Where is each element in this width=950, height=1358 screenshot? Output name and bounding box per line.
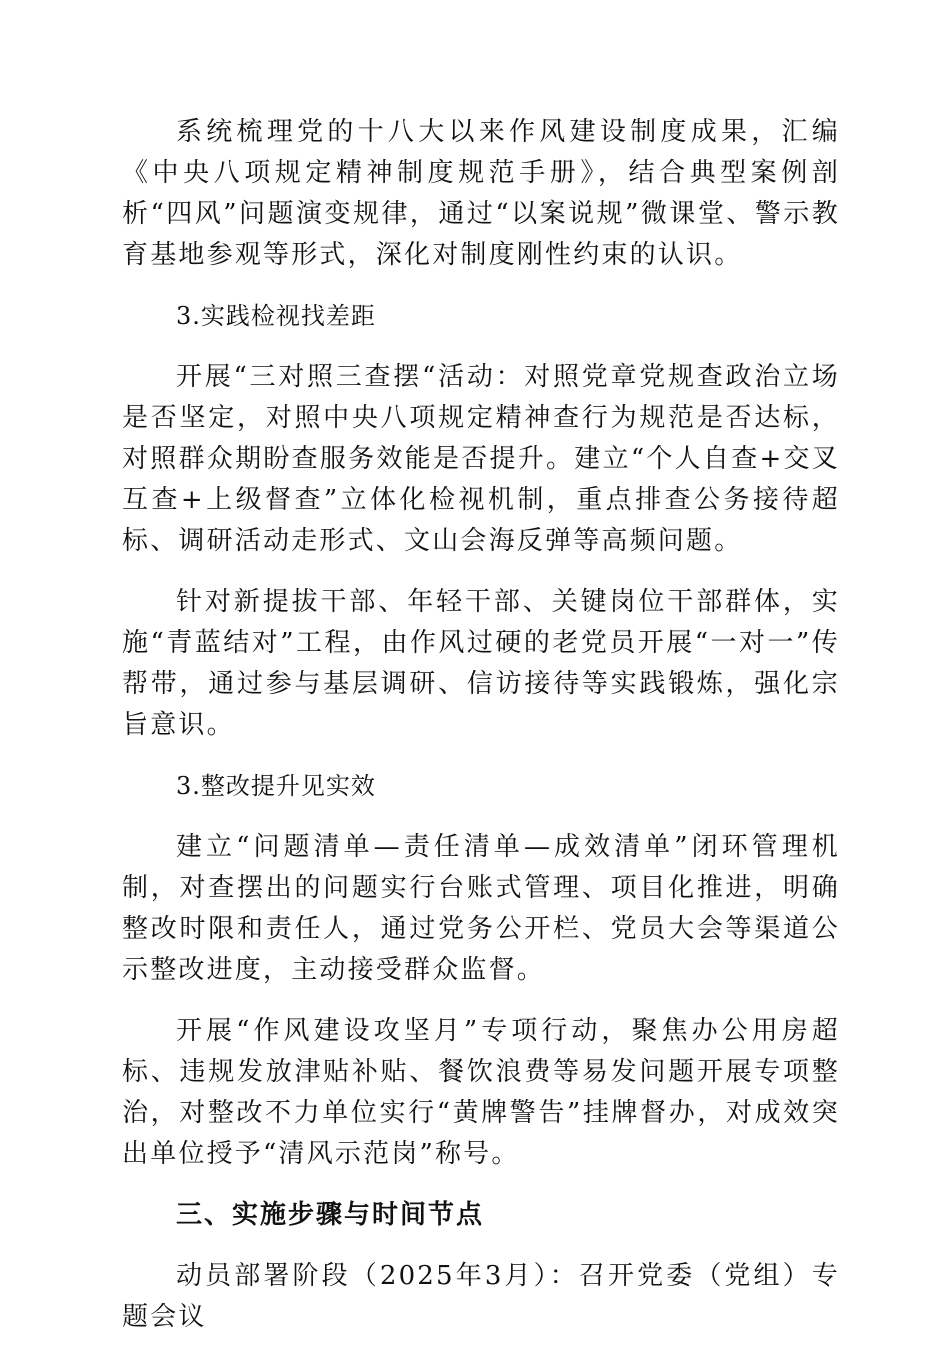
- subheading-practice-review: 3.实践检视找差距: [176, 302, 376, 330]
- paragraph-three-comparisons: 开展“三对照三查摆“活动：对照党章党规查政治立场是否坚定，对照中央八项规定精神查行为规范是否达标，对照群众期盼查服务效能是否提升。建立“个人自查+交叉互查+上级督查”立体化检视机制，重点排查公务接待超标、调研活动走形式、文山会海反弹等高频问题。: [122, 362, 840, 556]
- paragraph-special-action: 开展“作风建设攻坚月”专项行动，聚焦办公用房超标、违规发放津贴补贴、餐饮浪费等易发问题开展专项整治，对整改不力单位实行“黄牌警告”挂牌督办，对成效突出单位授予“清风示范岗”称号。: [122, 1016, 840, 1169]
- paragraph-institution-review: 系统梳理党的十八大以来作风建设制度成果，汇编《中央八项规定精神制度规范手册》，结合典型案例剖析“四风”问题演变规律，通过“以案说规”微课堂、警示教育基地参观等形式，深化对制度刚性约束的认识。: [122, 117, 840, 270]
- section-heading-steps: 三、实施步骤与时间节点: [176, 1200, 485, 1230]
- paragraph-closed-loop: 建立“问题清单—责任清单—成效清单”闭环管理机制，对查摆出的问题实行台账式管理、项目化推进，明确整改时限和责任人，通过党务公开栏、党员大会等渠道公示整改进度，主动接受群众监督。: [122, 832, 840, 985]
- document-page: [122, 112, 840, 1358]
- paragraph-mentoring: 针对新提拔干部、年轻干部、关键岗位干部群体，实施“青蓝结对”工程，由作风过硬的老党员开展“一对一”传帮带，通过参与基层调研、信访接待等实践锻炼，强化宗旨意识。: [122, 587, 840, 740]
- subheading-rectification: 3.整改提升见实效: [176, 772, 376, 800]
- paragraph-mobilization: 动员部署阶段（2025年3月）：召开党委（党组）专题会议: [122, 1261, 840, 1332]
